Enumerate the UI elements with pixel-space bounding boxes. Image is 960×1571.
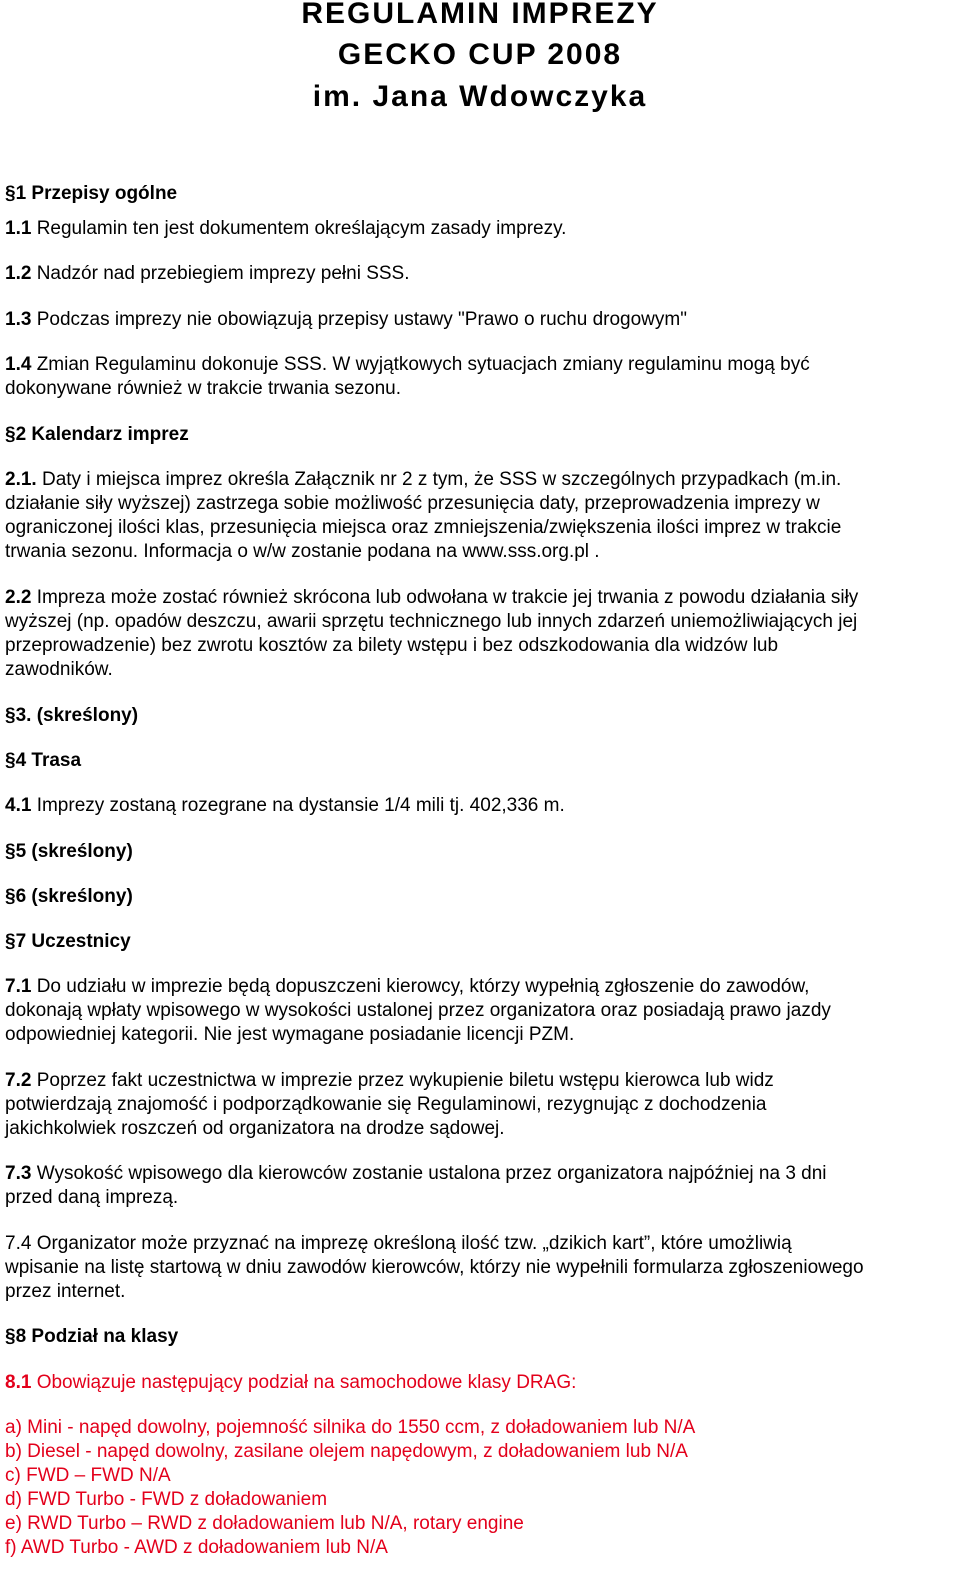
paragraph-1-2	[5, 262, 960, 286]
paragraph-7-4: 7.4 Organizator może przyznać na imprezę określoną ilość tzw. „dzikich kart”, które umożliwią	[5, 1233, 792, 1254]
paragraph-7-2	[5, 1069, 960, 1093]
section-2-heading: §2 Kalendarz imprez	[5, 424, 189, 445]
paragraph-7-1-cont: dokonają wpłaty wpisowego w wysokości ustalonej przez organizatora oraz posiadają prawo jazdy	[5, 1000, 831, 1021]
paragraph-number: 8.1	[5, 1372, 32, 1393]
paragraph-number: 1.3	[5, 309, 32, 330]
paragraph-text: Poprzez fakt uczestnictwa w imprezie przez wykupienie biletu wstępu kierowca lub widz	[31, 1070, 774, 1091]
paragraph-number: 1.4	[5, 354, 32, 375]
paragraph-7-2-cont: potwierdzają znajomość i podporządkowanie się Regulaminowi, rezygnując z dochodzenia	[5, 1094, 767, 1115]
document-title-line-3: im. Jana Wdowczyka	[312, 80, 648, 113]
paragraph-1-4	[5, 353, 960, 377]
paragraph-7-4-cont: wpisanie na listę startową w dniu zawodów kierowców, którzy nie wypełnili formularza zgłoszeniowego	[5, 1257, 864, 1278]
paragraph-1-4-cont: dokonywane również w trakcie trwania sezonu.	[5, 378, 402, 399]
paragraph-7-4-cont: przez internet.	[5, 1281, 126, 1302]
paragraph-text: Zmian Regulaminu dokonuje SSS. W wyjątkowych sytuacjach zmiany regulaminu mogą być	[31, 354, 810, 375]
document-title-line-2: GECKO CUP 2008	[337, 38, 623, 71]
paragraph-text: Regulamin ten jest dokumentem określającym zasady imprezy.	[31, 218, 567, 239]
paragraph-7-3	[5, 1162, 960, 1186]
paragraph-7-2-cont: jakichkolwiek roszczeń od organizatora na drodze sądowej.	[5, 1118, 505, 1139]
paragraph-7-3-cont: przed daną imprezą.	[5, 1187, 179, 1208]
paragraph-2-2-cont: wyższej (np. opadów deszczu, awarii sprzętu technicznego lub innych zdarzeń uniemożliwiających jej	[5, 611, 858, 632]
section-4-heading: §4 Trasa	[5, 750, 82, 771]
paragraph-text: Wysokość wpisowego dla kierowców zostanie ustalona przez organizatora najpóźniej na 3 dni	[31, 1163, 827, 1184]
paragraph-7-1	[5, 975, 960, 999]
paragraph-text: Impreza może zostać również skrócona lub odwołana w trakcie jej trwania z powodu działania siły	[31, 587, 859, 608]
paragraph-2-2-cont: przeprowadzenie) bez zwrotu kosztów za bilety wstępu i bez odszkodowania dla widzów lub	[5, 635, 779, 656]
paragraph-text: Obowiązuje następujący podział na samochodowe klasy DRAG:	[31, 1372, 577, 1393]
paragraph-2-1-cont: ograniczonej ilości klas, przesunięcia miejsca oraz zmniejszenia/zwiększenia ilości imprez w trakcie	[5, 517, 842, 538]
paragraph-2-1	[5, 468, 960, 492]
class-item-b: b) Diesel - napęd dowolny, zasilane olejem napędowym, z doładowaniem lub N/A	[5, 1441, 688, 1462]
section-5-heading: §5 (skreślony)	[5, 841, 133, 862]
paragraph-1-3	[5, 308, 960, 332]
section-1-heading: §1 Przepisy ogólne	[5, 183, 178, 204]
paragraph-text: Daty i miejsca imprez określa Załącznik nr 2 z tym, że SSS w szczególnych przypadkach (m.in.	[36, 469, 842, 490]
class-item-a: a) Mini - napęd dowolny, pojemność silnika do 1550 ccm, z doładowaniem lub N/A	[5, 1417, 696, 1438]
paragraph-7-1-cont: odpowiedniej kategorii. Nie jest wymagane posiadanie licencji PZM.	[5, 1024, 575, 1045]
paragraph-number: 7.3	[5, 1163, 32, 1184]
paragraph-number: 1.2	[5, 263, 32, 284]
section-3-heading: §3. (skreślony)	[5, 705, 139, 726]
class-item-e: e) RWD Turbo – RWD z doładowaniem lub N/A, rotary engine	[5, 1513, 524, 1534]
paragraph-text: Imprezy zostaną rozegrane na dystansie 1/4 mili tj. 402,336 m.	[31, 795, 565, 816]
document-title-line-1: REGULAMIN IMPREZY	[301, 0, 659, 30]
paragraph-number: 7.1	[5, 976, 32, 997]
section-7-heading: §7 Uczestnicy	[5, 931, 131, 952]
section-6-heading: §6 (skreślony)	[5, 886, 133, 907]
paragraph-number: 2.1.	[5, 469, 37, 490]
paragraph-2-1-cont: działanie siły wyższej) zastrzega sobie możliwość przesunięcia daty, przeprowadzenia imprezy w	[5, 493, 820, 514]
paragraph-1-1	[5, 217, 960, 241]
paragraph-2-2	[5, 586, 960, 610]
paragraph-text: Podczas imprezy nie obowiązują przepisy ustawy "Prawo o ruchu drogowym"	[31, 309, 687, 330]
paragraph-number: 4.1	[5, 795, 32, 816]
class-item-d: d) FWD Turbo - FWD z doładowaniem	[5, 1489, 328, 1510]
paragraph-4-1	[5, 794, 960, 818]
paragraph-2-2-cont: zawodników.	[5, 659, 113, 680]
paragraph-8-1	[5, 1371, 960, 1395]
paragraph-text: Do udziału w imprezie będą dopuszczeni kierowcy, którzy wypełnią zgłoszenie do zawodów,	[31, 976, 810, 997]
class-item-f: f) AWD Turbo - AWD z doładowaniem lub N/A	[5, 1537, 388, 1558]
paragraph-text: Nadzór nad przebiegiem imprezy pełni SSS.	[31, 263, 410, 284]
paragraph-number: 2.2	[5, 587, 32, 608]
paragraph-2-1-cont: trwania sezonu. Informacja o w/w zostanie podana na www.sss.org.pl .	[5, 541, 600, 562]
paragraph-number: 7.2	[5, 1070, 32, 1091]
paragraph-number: 1.1	[5, 218, 32, 239]
class-item-c: c) FWD – FWD N/A	[5, 1465, 171, 1486]
section-8-heading: §8 Podział na klasy	[5, 1326, 179, 1347]
